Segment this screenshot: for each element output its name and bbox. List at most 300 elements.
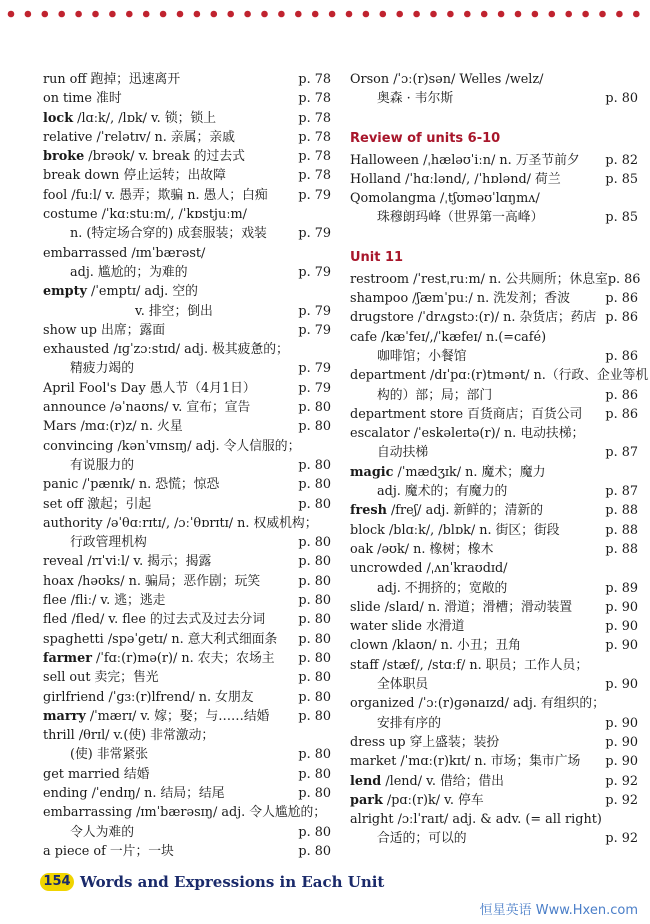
entry-text: [43, 572, 297, 591]
entry-definition: 构的）部；局；部门: [377, 387, 493, 403]
border-dot: [92, 11, 99, 18]
glossary-entry: [350, 308, 638, 327]
entry-definition: relative /ˈrelətɪv/ n. 亲属；亲戚: [43, 129, 235, 145]
entry-definition: escalator /ˈeskəleɪtə(r)/ n. 电动扶梯；: [350, 426, 585, 442]
entry-definition: authority /əˈθɑːrɪtɪ/, /ɔːˈθɒrɪtɪ/ n. 权威机构；: [43, 515, 318, 531]
page-footer: [40, 873, 384, 891]
glossary-entry: [43, 359, 331, 378]
entry-page-ref: p. 80: [298, 496, 331, 512]
entry-text: [350, 170, 604, 189]
border-dot: [244, 11, 251, 18]
entry-text: [350, 656, 604, 675]
entry-definition: 精疲力竭的: [70, 361, 134, 377]
entry-page-ref: p. 86: [605, 291, 638, 307]
glossary-entry: [43, 340, 331, 359]
entry-definition: 珠穆朗玛峰（世界第一高峰）: [377, 210, 544, 226]
entry-text: [350, 70, 604, 89]
glossary-entry: [43, 726, 331, 745]
glossary-right-column: [350, 70, 649, 849]
entry-definition: 自动扶梯: [377, 445, 429, 461]
entry-definition: /ˈfɑː(r)mə(r)/ n. 农夫；农场主: [91, 650, 275, 666]
entry-definition: break down 停止运转；出故障: [43, 168, 226, 184]
entry-definition: /ˈmærɪ/ v. 嫁；娶；与……结婚: [85, 708, 270, 724]
glossary-entry: [43, 109, 331, 128]
border-dot: [380, 11, 387, 18]
entry-text: [43, 437, 300, 456]
entry-headword: lock: [43, 110, 74, 126]
entry-page-ref: p. 87: [605, 445, 638, 461]
entry-text: [43, 591, 297, 610]
border-dot: [498, 11, 505, 18]
entry-text: [350, 405, 604, 424]
entry-text: [350, 559, 604, 578]
entry-text: [350, 829, 604, 848]
entry-page-ref: p. 80: [298, 670, 331, 686]
entry-definition: costume /ˈkɑːstuːm/, /ˈkɒstjuːm/: [43, 207, 247, 223]
glossary-entry: [350, 443, 638, 462]
entry-text: [43, 610, 297, 629]
section-title-unit-11: Unit 11: [350, 249, 404, 265]
entry-definition: sell out 卖完；售光: [43, 670, 159, 686]
entry-text: [43, 823, 297, 842]
entry-definition: 安排有序的: [377, 715, 441, 731]
glossary-entry: [43, 784, 331, 803]
entry-definition: drugstore /ˈdrʌɡstɔː(r)/ n. 杂货店；药店: [350, 310, 597, 326]
glossary-entry: [43, 842, 331, 861]
glossary-entry: [350, 521, 638, 540]
glossary-entry: [43, 495, 331, 514]
entry-definition: get married 结婚: [43, 766, 150, 782]
brand-watermark: 恒星英语 Www.Hxen.com: [479, 903, 638, 918]
glossary-entry: [350, 694, 638, 713]
border-dot: [616, 11, 623, 18]
entry-page-ref: p. 87: [605, 484, 638, 500]
entry-page-ref: p. 86: [605, 348, 638, 364]
border-dot: [75, 11, 82, 18]
entry-definition: announce /əˈnaʊns/ v. 宣布；宣告: [43, 400, 251, 416]
entry-page-ref: p. 80: [298, 477, 331, 493]
entry-page-ref: p. 85: [605, 171, 638, 187]
entry-page-ref: p. 79: [298, 361, 331, 377]
entry-text: [350, 694, 605, 713]
entry-page-ref: p. 90: [605, 619, 638, 635]
glossary-entry: [350, 208, 638, 227]
border-dot: [633, 11, 640, 18]
entry-headword: farmer: [43, 650, 92, 666]
entry-page-ref: p. 80: [298, 612, 331, 628]
entry-definition: water slide 水滑道: [350, 619, 465, 635]
glossary-entry: [350, 829, 638, 848]
entry-page-ref: p. 80: [298, 457, 331, 473]
glossary-entry: [43, 128, 331, 147]
glossary-entry: [350, 501, 638, 520]
entry-definition: staff /stæf/, /stɑːf/ n. 职员；工作人员；: [350, 657, 589, 673]
entry-page-ref: p. 80: [298, 535, 331, 551]
entry-definition: April Fool's Day 愚人节（4月1日）: [43, 380, 256, 396]
entry-definition: Holland /ˈhɑːlənd/, /ˈhɒlənd/ 荷兰: [350, 171, 561, 187]
entry-text: [350, 540, 604, 559]
section-title-review: Review of units 6-10: [350, 130, 501, 146]
glossary-entry: [350, 405, 638, 424]
glossary-entry: [43, 89, 331, 108]
entry-text: [43, 630, 297, 649]
glossary-entry: [43, 745, 331, 764]
entry-page-ref: p. 80: [298, 573, 331, 589]
entry-definition: adj. 魔术的；有魔力的: [377, 484, 508, 500]
border-dot: [396, 11, 403, 18]
glossary-entry: [43, 533, 331, 552]
entry-text: [43, 688, 297, 707]
border-dot: [599, 11, 606, 18]
entry-page-ref: p. 78: [298, 91, 331, 107]
entry-text: [43, 745, 297, 764]
entry-text: [43, 514, 318, 533]
entry-definition: hoax /həʊks/ n. 骗局；恶作剧；玩笑: [43, 573, 261, 589]
entry-page-ref: p. 90: [605, 715, 638, 731]
border-dot: [126, 11, 133, 18]
entry-text: [43, 475, 297, 494]
entry-definition: 有说服力的: [70, 457, 134, 473]
border-dot: [109, 11, 116, 18]
review-section-list: [350, 151, 638, 228]
border-dot: [481, 11, 488, 18]
entry-definition: adj. 不拥挤的；宽敞的: [377, 580, 508, 596]
orson-welles-block: [350, 70, 638, 109]
entry-text: [43, 765, 297, 784]
entry-definition: 奥森 · 韦尔斯: [377, 91, 454, 107]
glossary-entry: [350, 366, 649, 385]
entry-page-ref: p. 88: [605, 522, 638, 538]
entry-text: [43, 186, 297, 205]
glossary-entry: [350, 463, 638, 482]
entry-definition: oak /əʊk/ n. 橡树；橡木: [350, 541, 494, 557]
glossary-entry: [350, 170, 638, 189]
entry-definition: adj. 尴尬的；为难的: [70, 264, 188, 280]
entry-text: [350, 636, 604, 655]
entry-page-ref: p. 86: [607, 271, 641, 287]
glossary-entry: [350, 482, 638, 501]
entry-headword: marry: [43, 708, 86, 724]
border-dot: [8, 11, 15, 18]
entry-text: [43, 379, 297, 398]
border-dot: [582, 11, 589, 18]
entry-text: [43, 282, 297, 301]
entry-text: [350, 772, 604, 791]
border-dot: [549, 11, 556, 18]
glossary-entry: [43, 649, 331, 668]
entry-text: [43, 263, 297, 282]
glossary-entry: [43, 224, 331, 243]
entry-text: [43, 244, 297, 263]
entry-definition: girlfriend /ˈɡɜː(r)lfrend/ n. 女朋友: [43, 689, 254, 705]
entry-definition: /freʃ/ adj. 新鲜的；清新的: [386, 503, 544, 519]
entry-headword: magic: [350, 464, 394, 480]
entry-page-ref: p. 79: [298, 322, 331, 338]
entry-definition: 行政管理机构: [70, 535, 147, 551]
entry-definition: 合适的；可以的: [377, 831, 467, 847]
entry-page-ref: p. 80: [298, 400, 331, 416]
entry-text: [350, 386, 604, 405]
entry-text: [350, 598, 604, 617]
border-dot: [211, 11, 218, 18]
glossary-entry: [43, 302, 331, 321]
entry-text: [43, 842, 297, 861]
glossary-entry: [43, 803, 331, 822]
entry-text: [43, 147, 297, 166]
entry-headword: park: [350, 792, 383, 808]
entry-definition: fled /fled/ v. flee 的过去式及过去分词: [43, 612, 266, 628]
entry-text: [43, 495, 297, 514]
glossary-entry: [350, 347, 638, 366]
entry-page-ref: p. 86: [605, 406, 638, 422]
entry-text: [350, 675, 604, 694]
entry-definition: shampoo /ʃæmˈpuː/ n. 洗发剂；香波: [350, 291, 570, 307]
entry-text: [43, 340, 297, 359]
border-dot: [261, 11, 268, 18]
border-dot: [227, 11, 234, 18]
entry-page-ref: p. 80: [298, 554, 331, 570]
entry-text: [43, 321, 297, 340]
border-dot: [278, 11, 285, 18]
glossary-entry: [350, 714, 638, 733]
entry-text: [43, 552, 297, 571]
entry-page-ref: p. 79: [298, 187, 331, 203]
glossary-entry: [43, 147, 331, 166]
entry-definition: 令人为难的: [70, 824, 134, 840]
entry-page-ref: p. 88: [605, 503, 638, 519]
glossary-entry: [350, 617, 638, 636]
entry-page-ref: p. 92: [605, 792, 638, 808]
entry-page-ref: p. 80: [298, 766, 331, 782]
glossary-entry: [350, 151, 638, 170]
entry-text: [350, 347, 604, 366]
entry-page-ref: p. 78: [298, 149, 331, 165]
entry-definition: fool /fuːl/ v. 愚弄；欺骗 n. 愚人；白痴: [43, 187, 268, 203]
glossary-entry: [43, 668, 331, 687]
glossary-entry: [350, 189, 638, 208]
glossary-entry: [350, 598, 638, 617]
entry-definition: panic /ˈpænɪk/ n. 恐慌；惊恐: [43, 477, 220, 493]
entry-text: [350, 366, 648, 385]
glossary-entry: [350, 559, 638, 578]
glossary-entry: [43, 572, 331, 591]
border-dot: [363, 11, 370, 18]
glossary-entry: [350, 540, 638, 559]
glossary-entry: [350, 328, 638, 347]
entry-page-ref: p. 79: [298, 303, 331, 319]
entry-definition: department /dɪˈpɑː(r)tmənt/ n.（行政、企业等机: [350, 368, 649, 384]
entry-page-ref: p. 80: [298, 708, 331, 724]
border-dot: [177, 11, 184, 18]
entry-page-ref: p. 90: [605, 754, 638, 770]
entry-text: [43, 70, 297, 89]
entry-page-ref: p. 89: [605, 580, 638, 596]
entry-page-ref: p. 90: [605, 599, 638, 615]
entry-text: [350, 151, 604, 170]
entry-page-ref: p. 79: [298, 226, 331, 242]
entry-page-ref: p. 78: [298, 168, 331, 184]
entry-text: [43, 128, 297, 147]
glossary-entry: [43, 437, 331, 456]
entry-page-ref: p. 79: [298, 380, 331, 396]
entry-definition: run off 跑掉；迅速离开: [43, 72, 181, 87]
entry-definition: v. 排空；倒出: [135, 303, 213, 319]
entry-page-ref: p. 80: [605, 91, 638, 107]
entry-text: [350, 482, 604, 501]
entry-text: [43, 784, 297, 803]
entry-page-ref: p. 79: [298, 264, 331, 280]
entry-definition: spaghetti /spəˈɡetɪ/ n. 意大利式细面条: [43, 631, 278, 647]
entry-definition: 全体职员: [377, 677, 429, 693]
entry-text: [350, 733, 604, 752]
entry-page-ref: p. 78: [298, 110, 331, 126]
glossary-entry: [350, 89, 638, 108]
entry-definition: dress up 穿上盛装；装扮: [350, 734, 500, 750]
glossary-entry: [43, 688, 331, 707]
glossary-entry: [43, 514, 331, 533]
entry-text: [43, 398, 297, 417]
entry-text: [350, 521, 604, 540]
entry-text: [43, 166, 297, 185]
entry-headword: broke: [43, 149, 85, 165]
entry-definition: Mars /mɑː(r)z/ n. 火星: [43, 419, 183, 435]
entry-page-ref: p. 80: [298, 631, 331, 647]
entry-page-ref: p. 90: [605, 638, 638, 654]
entry-definition: department store 百货商店；百货公司: [350, 406, 583, 422]
entry-definition: a piece of 一片；一块: [43, 843, 174, 859]
entry-text: [43, 456, 297, 475]
entry-text: [350, 89, 604, 108]
border-dot: [464, 11, 471, 18]
entry-text: [350, 617, 604, 636]
glossary-entry: [350, 733, 638, 752]
footer-title: Words and Expressions in Each Unit: [80, 873, 385, 891]
border-dot: [515, 11, 522, 18]
entry-text: [43, 89, 297, 108]
entry-text: [350, 289, 604, 308]
entry-text: [43, 803, 326, 822]
entry-definition: market /ˈmɑː(r)kɪt/ n. 市场；集市广场: [350, 754, 581, 770]
entry-page-ref: p. 82: [605, 152, 638, 168]
entry-definition: set off 激起；引起: [43, 496, 152, 512]
border-dot: [329, 11, 336, 18]
entry-text: [350, 714, 604, 733]
border-dot: [346, 11, 353, 18]
border-dot: [42, 11, 49, 18]
unit-11-list: [350, 270, 649, 849]
entry-text: [350, 752, 604, 771]
entry-definition: clown /klaʊn/ n. 小丑；丑角: [350, 638, 521, 654]
entry-definition: embarrassing /ɪmˈbærəsɪŋ/ adj. 令人尴尬的；: [43, 805, 327, 821]
glossary-entry: [350, 636, 638, 655]
border-dot: [143, 11, 150, 18]
entry-definition: embarrassed /ɪmˈbærəst/: [43, 245, 206, 261]
entry-definition: 咖啡馆；小餐馆: [377, 348, 467, 364]
entry-text: [350, 328, 604, 347]
entry-page-ref: p. 80: [298, 747, 331, 763]
glossary-entry: [43, 282, 331, 301]
border-dot: [532, 11, 539, 18]
glossary-entry: [43, 610, 331, 629]
entry-text: [350, 308, 604, 327]
entry-definition: /ˈmædʒɪk/ n. 魔术；魔力: [393, 464, 546, 480]
glossary-entry: [350, 810, 638, 829]
entry-text: [350, 501, 604, 520]
entry-text: [43, 668, 297, 687]
entry-definition: Orson /ˈɔː(r)sən/ Welles /welz/: [350, 72, 544, 87]
entry-definition: n. (特定场合穿的) 成套服装；戏装: [70, 226, 267, 242]
entry-page-ref: p. 80: [298, 824, 331, 840]
entry-definition: alright /ɔːlˈraɪt/ adj. & adv. (= all right): [350, 812, 602, 828]
entry-text: [43, 649, 297, 668]
entry-text: [43, 417, 297, 436]
glossary-entry: [350, 270, 641, 289]
glossary-entry: [350, 289, 638, 308]
entry-definition: /lend/ v. 借给；借出: [381, 773, 504, 789]
page-number: 154: [40, 873, 74, 891]
entry-page-ref: p. 90: [605, 677, 638, 693]
glossary-entry: [350, 752, 638, 771]
entry-definition: reveal /rɪˈviːl/ v. 揭示；揭露: [43, 554, 212, 570]
glossary-entry: [43, 475, 331, 494]
glossary-entry: [350, 424, 638, 443]
entry-page-ref: p. 80: [298, 843, 331, 859]
border-dot: [160, 11, 167, 18]
entry-text: [350, 443, 604, 462]
glossary-entry: [350, 675, 638, 694]
border-dot: [447, 11, 454, 18]
glossary-entry: [350, 772, 638, 791]
entry-definition: /lɑːk/, /lɒk/ v. 锁；锁上: [73, 110, 217, 126]
glossary-entry: [43, 417, 331, 436]
border-dot: [295, 11, 302, 18]
glossary-entry: [43, 244, 331, 263]
entry-definition: show up 出席；露面: [43, 322, 166, 338]
glossary-entry: [43, 707, 331, 726]
glossary-entry: [43, 456, 331, 475]
entry-definition: Halloween /ˌhæləʊˈiːn/ n. 万圣节前夕: [350, 152, 580, 168]
glossary-entry: [350, 579, 638, 598]
entry-page-ref: p. 88: [605, 541, 638, 557]
entry-page-ref: p. 86: [605, 387, 638, 403]
entry-page-ref: p. 90: [605, 734, 638, 750]
entry-text: [350, 208, 604, 227]
entry-text: [350, 424, 604, 443]
glossary-entry: [43, 630, 331, 649]
entry-definition: restroom /ˈrestˌruːm/ n. 公共厕所；休息室: [350, 271, 608, 287]
glossary-entry: [43, 70, 331, 89]
entry-text: [43, 359, 297, 378]
border-dot: [25, 11, 32, 18]
entry-text: [350, 810, 604, 829]
entry-text: [43, 707, 297, 726]
glossary-entry: [43, 166, 331, 185]
border-dot: [413, 11, 420, 18]
glossary-entry: [350, 70, 638, 89]
entry-definition: convincing /kənˈvɪnsɪŋ/ adj. 令人信服的；: [43, 438, 301, 454]
glossary-left-column: [43, 70, 331, 861]
entry-page-ref: p. 80: [298, 650, 331, 666]
entry-definition: flee /fliː/ v. 逃；逃走: [43, 593, 166, 609]
entry-definition: ending /ˈendɪŋ/ n. 结局；结尾: [43, 785, 225, 801]
entry-definition: /brəʊk/ v. break 的过去式: [84, 149, 245, 165]
glossary-entry: [43, 823, 331, 842]
entry-text: [43, 109, 297, 128]
entry-headword: empty: [43, 284, 87, 300]
entry-headword: fresh: [350, 503, 387, 519]
entry-page-ref: p. 92: [605, 773, 638, 789]
entry-text: [350, 270, 608, 289]
